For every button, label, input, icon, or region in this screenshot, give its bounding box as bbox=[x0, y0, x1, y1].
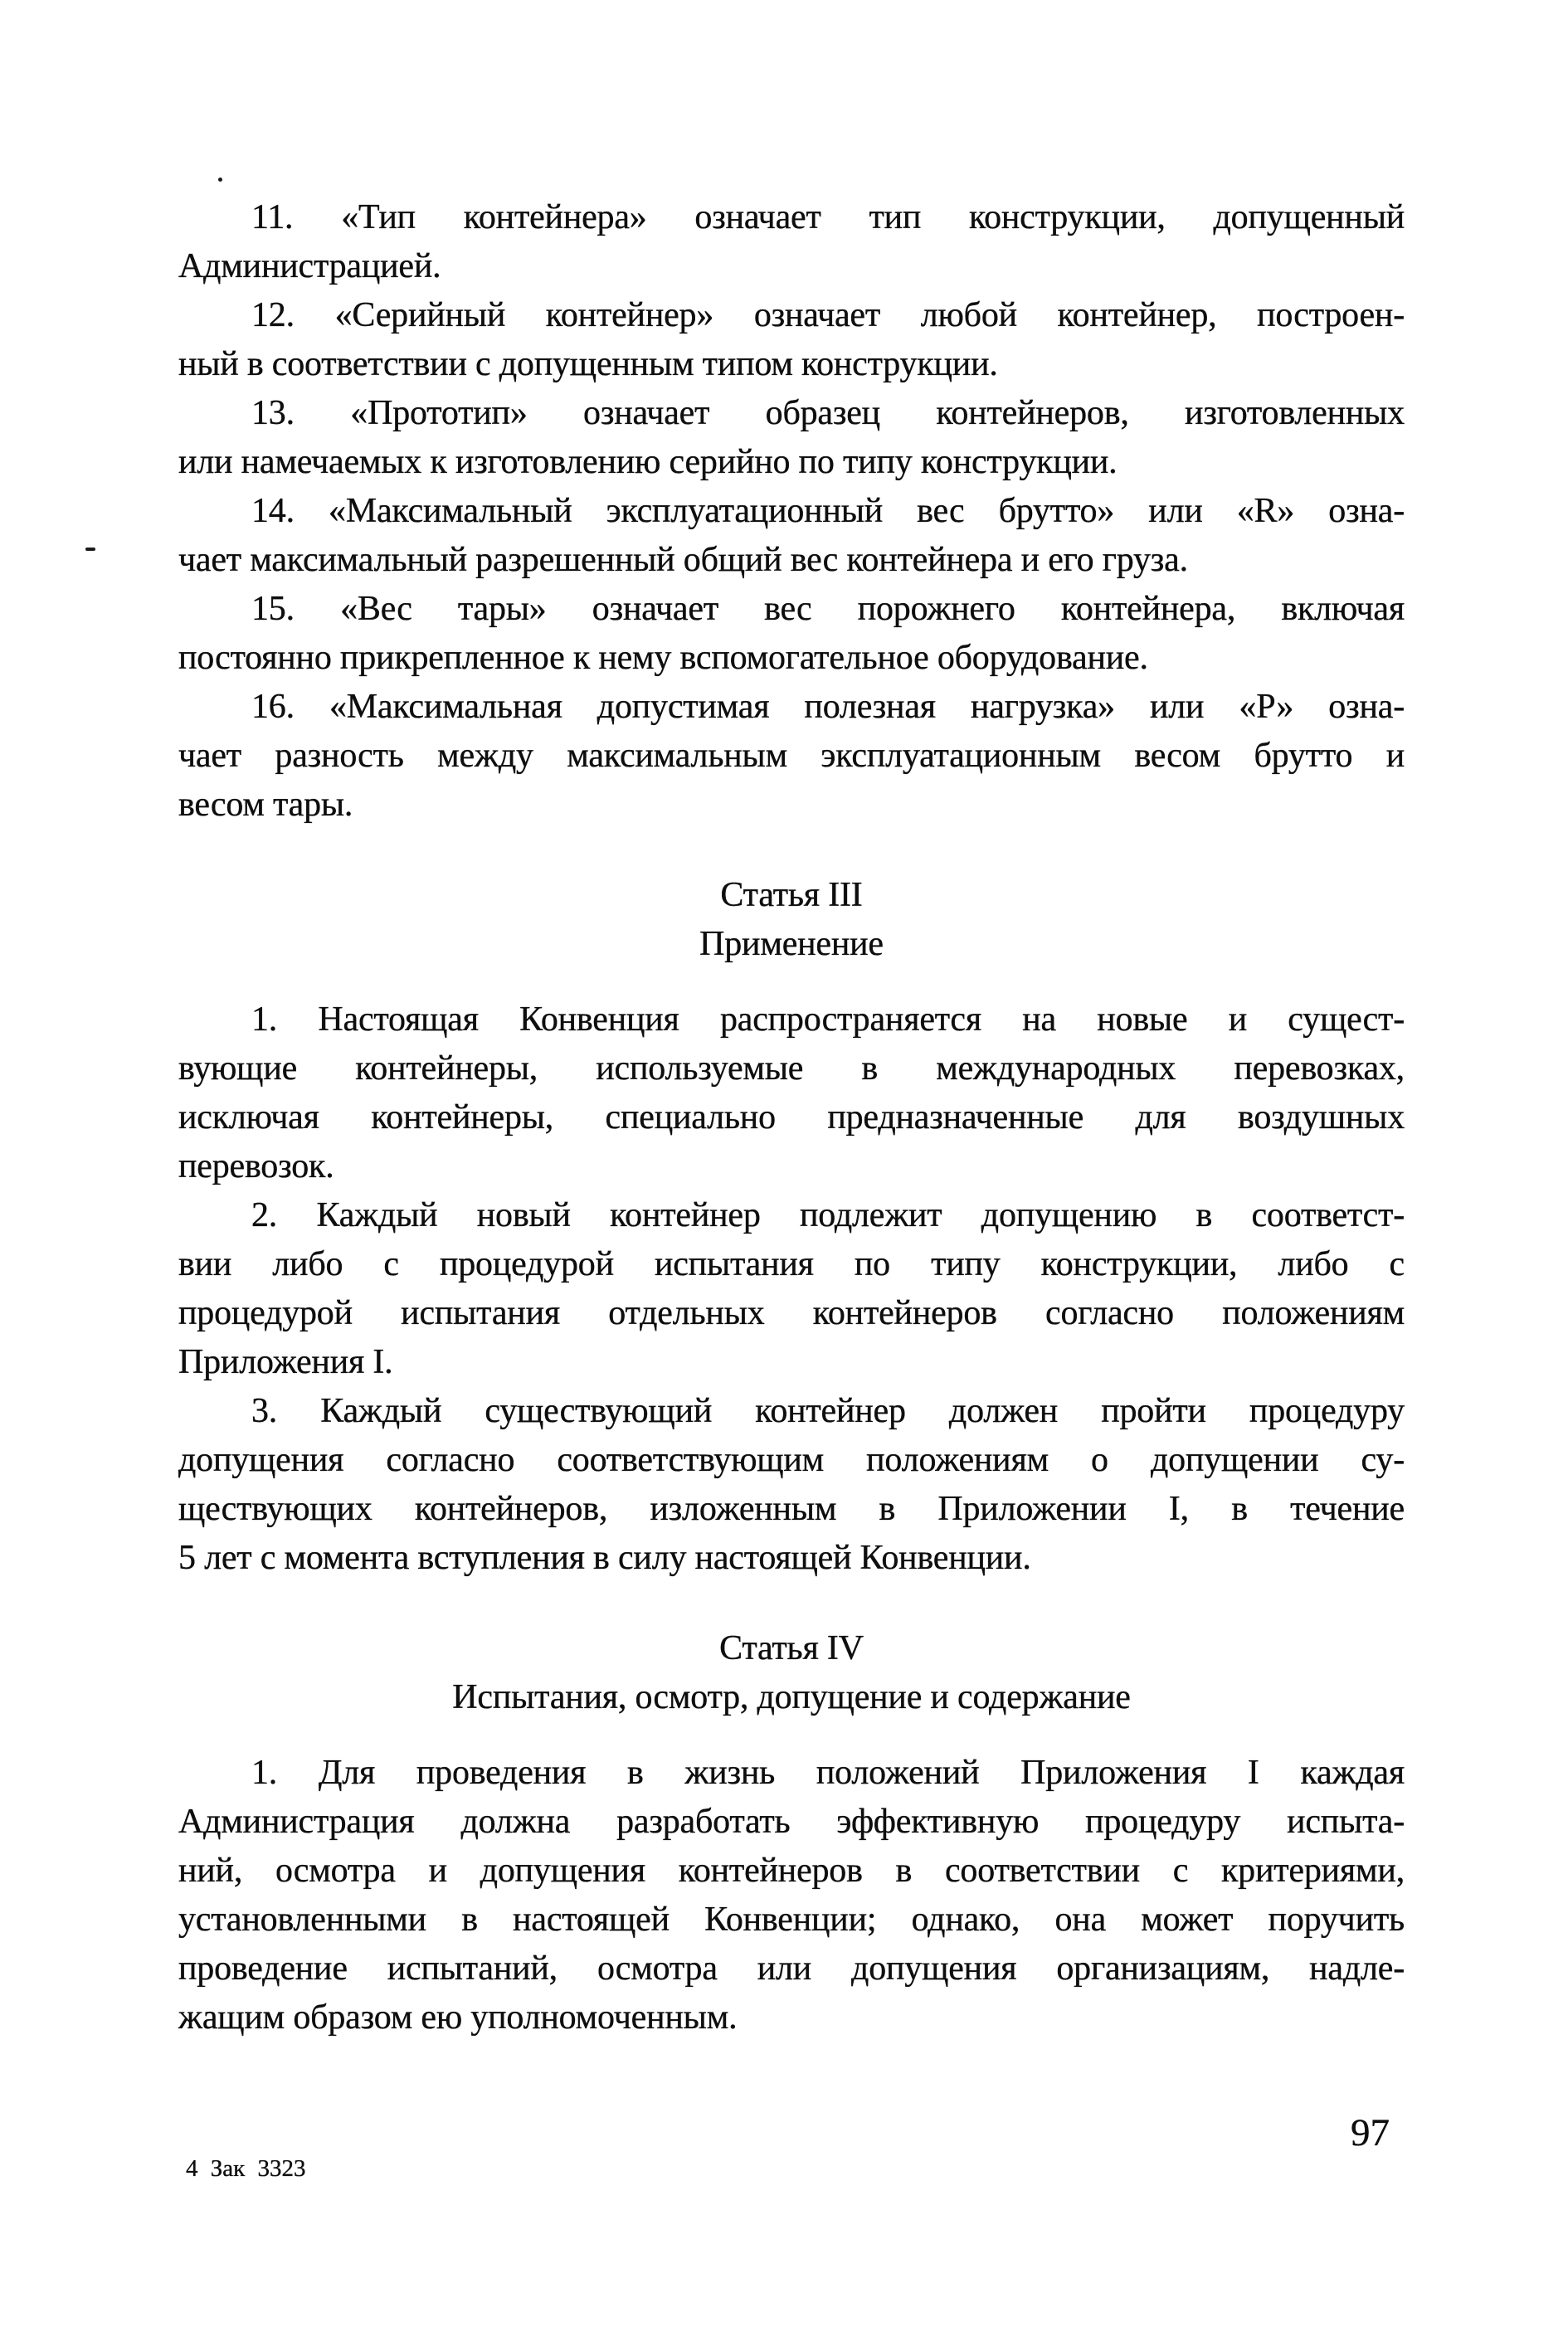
text-line: 16. «Максимальная допустимая полезная нагрузка» или «Р» озна- bbox=[251, 688, 1405, 726]
article-4-title: Статья IV bbox=[719, 1629, 864, 1667]
print-run-note: 4 Зак 3323 bbox=[186, 2155, 306, 2182]
text-line: весом тары. bbox=[178, 786, 353, 824]
scan-speck bbox=[85, 548, 95, 551]
definition-item-12 bbox=[178, 291, 1405, 389]
text-line: 11. «Тип контейнера» означает тип конструкции, допущенный bbox=[251, 198, 1405, 236]
text-line: жащим образом ею уполномоченным. bbox=[178, 1998, 738, 2037]
definition-item-16 bbox=[178, 683, 1405, 830]
text-line: 12. «Серийный контейнер» означает любой контейнер, построен- bbox=[251, 296, 1405, 334]
article-4-subtitle: Испытания, осмотр, допущение и содержание bbox=[452, 1678, 1131, 1716]
text-line: Администрацией. bbox=[178, 247, 441, 285]
definition-item-15 bbox=[178, 585, 1405, 683]
text-line: ний, осмотра и допущения контейнеров в соответствии с критериями, bbox=[178, 1852, 1405, 1890]
text-line: 1. Настоящая Конвенция распространяется на новые и сущест- bbox=[251, 1000, 1405, 1039]
text-line: 5 лет с момента вступления в силу настоящей Конвенции. bbox=[178, 1539, 1031, 1577]
text-line: 15. «Вес тары» означает вес порожнего контейнера, включая bbox=[251, 590, 1405, 628]
scan-speck bbox=[218, 178, 222, 182]
article-3-title: Статья III bbox=[720, 876, 863, 914]
article-3-paragraph-1 bbox=[178, 995, 1405, 1191]
text-line: 1. Для проведения в жизнь положений Приложения I каждая bbox=[251, 1754, 1405, 1792]
text-line: 2. Каждый новый контейнер подлежит допущению в соответст- bbox=[251, 1196, 1405, 1234]
definition-item-14 bbox=[178, 487, 1405, 585]
text-line: 13. «Прототип» означает образец контейнеров, изготовленных bbox=[251, 394, 1405, 432]
text-line: установленными в настоящей Конвенции; однако, она может поручить bbox=[178, 1901, 1405, 1939]
text-line: ный в соответствии с допущенным типом конструкции. bbox=[178, 345, 998, 383]
text-line: или намечаемых к изготовлению серийно по типу конструкции. bbox=[178, 443, 1118, 481]
text-line: вии либо с процедурой испытания по типу конструкции, либо с bbox=[178, 1245, 1405, 1283]
article-4-heading bbox=[178, 1624, 1405, 1722]
text-line: чает разность между максимальным эксплуатационным весом брутто и bbox=[178, 737, 1405, 775]
article-3-paragraph-2 bbox=[178, 1191, 1405, 1387]
text-line: процедурой испытания отдельных контейнеров согласно положениям bbox=[178, 1294, 1405, 1332]
text-line: перевозок. bbox=[178, 1147, 334, 1185]
article-3-heading bbox=[178, 871, 1405, 969]
article-3-paragraph-3 bbox=[178, 1387, 1405, 1583]
page-number: 97 bbox=[1351, 2111, 1390, 2154]
article-3-subtitle: Применение bbox=[699, 925, 884, 963]
text-line: Администрация должна разработать эффективную процедуру испыта- bbox=[178, 1803, 1405, 1841]
text-line: допущения согласно соответствующим положениям о допущении су- bbox=[178, 1441, 1405, 1479]
text-line: постоянно прикрепленное к нему вспомогательное оборудование. bbox=[178, 639, 1148, 677]
text-line: 3. Каждый существующий контейнер должен пройти процедуру bbox=[251, 1392, 1405, 1430]
article-4-paragraph-1 bbox=[178, 1749, 1405, 2042]
definition-item-13 bbox=[178, 389, 1405, 487]
text-line: проведение испытаний, осмотра или допущения организациям, надле- bbox=[178, 1949, 1405, 1988]
body-text bbox=[178, 193, 1405, 2042]
text-line: исключая контейнеры, специально предназначенные для воздушных bbox=[178, 1098, 1405, 1137]
text-line: чает максимальный разрешенный общий вес контейнера и его груза. bbox=[178, 541, 1188, 579]
text-line: ществующих контейнеров, изложенным в Приложении I, в течение bbox=[178, 1490, 1405, 1528]
definition-item-11 bbox=[178, 193, 1405, 291]
text-line: 14. «Максимальный эксплуатационный вес брутто» или «R» озна- bbox=[251, 492, 1405, 530]
text-line: Приложения I. bbox=[178, 1343, 393, 1381]
text-line: вующие контейнеры, используемые в международных перевозках, bbox=[178, 1049, 1405, 1088]
